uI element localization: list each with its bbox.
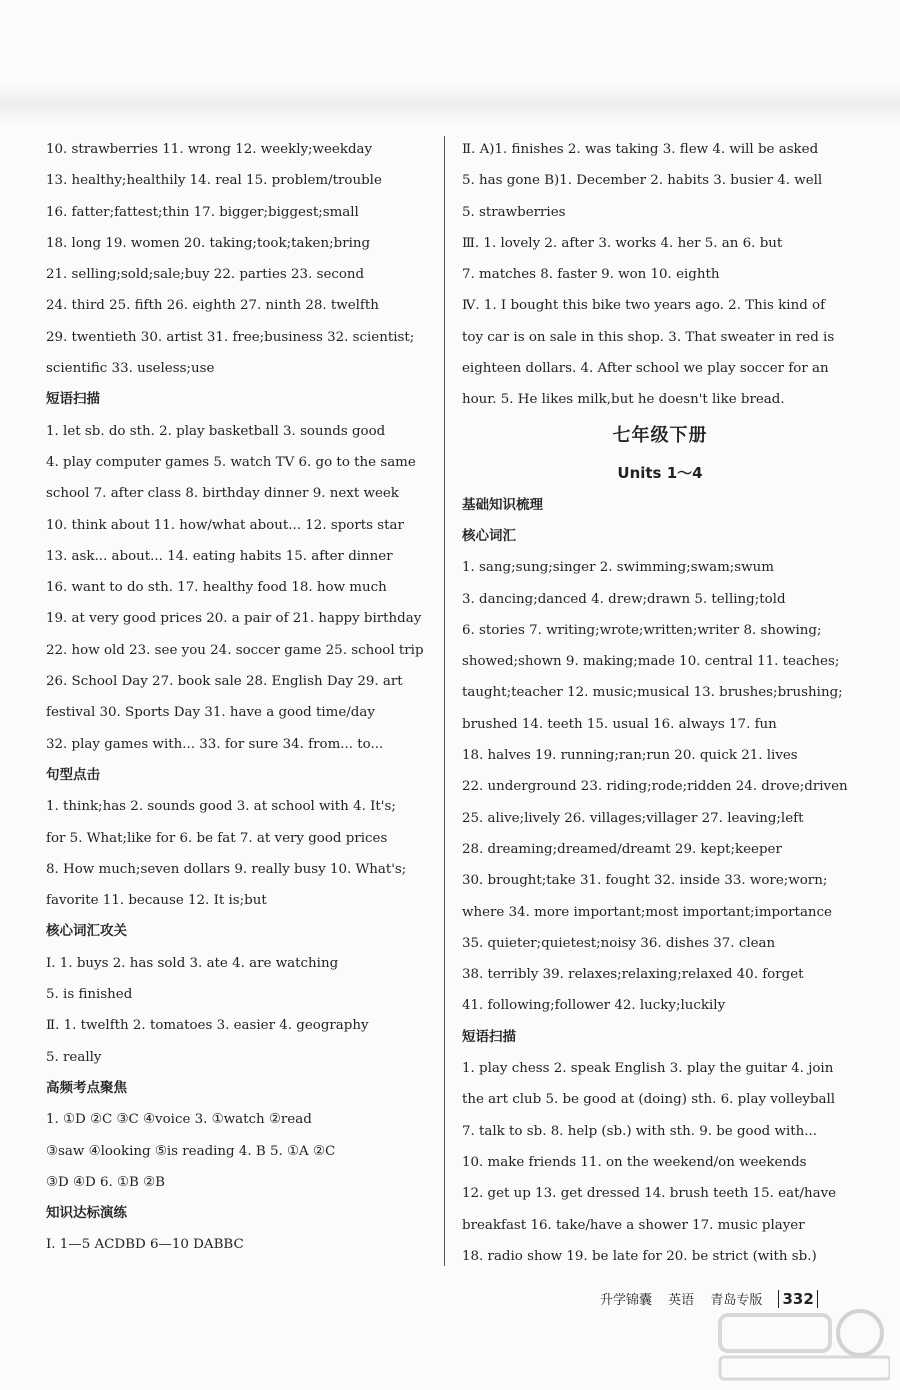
left-answer-line: Ⅰ. 1—5 ACDBD 6—10 DABBC <box>46 1237 244 1253</box>
right-top-answer-line: Ⅳ. 1. I bought this bike two years ago. 2. This kind of <box>462 298 826 314</box>
right-bottom-answer-line: 7. talk to sb. 8. help (sb.) with sth. 9. be good with... <box>462 1123 818 1139</box>
left-section-heading: 句型点击 <box>46 766 100 783</box>
right-bottom-answer-line: 35. quieter;quietest;noisy 36. dishes 37. clean <box>462 935 776 951</box>
left-answer-line: 19. at very good prices 20. a pair of 21. happy birthday <box>46 611 422 627</box>
left-answer-line: 26. School Day 27. book sale 28. English Day 29. art <box>46 674 403 690</box>
left-column <box>46 134 436 1261</box>
section-title: 七年级下册 <box>612 424 708 446</box>
right-bottom-answer-line: 1. sang;sung;singer 2. swimming;swam;swum <box>462 560 774 576</box>
left-section-heading: 核心词汇攻关 <box>46 923 127 940</box>
right-bottom-answer-line: 10. make friends 11. on the weekend/on weekends <box>462 1154 807 1170</box>
right-top-answer-line: toy car is on sale in this shop. 3. That sweater in red is <box>462 329 835 345</box>
right-bottom-answer-line: the art club 5. be good at (doing) sth. 6. play volleyball <box>462 1092 836 1108</box>
left-answer-line: 10. think about 11. how/what about... 12. sports star <box>46 517 404 533</box>
right-top-answer-line: 5. strawberries <box>462 204 566 220</box>
right-bottom-answer-line: breakfast 16. take/have a shower 17. music player <box>462 1217 805 1233</box>
left-answer-line: 5. really <box>46 1049 102 1065</box>
right-top-answer-line: 7. matches 8. faster 9. won 10. eighth <box>462 267 720 283</box>
right-bottom-answer-line: 6. stories 7. writing;wrote;written;writer 8. showing; <box>462 622 822 638</box>
right-top-answer-line: Ⅱ. A)1. finishes 2. was taking 3. flew 4. will be asked <box>462 142 819 157</box>
units-title: Units 1～4 <box>617 463 703 482</box>
left-answer-line: 4. play computer games 5. watch TV 6. go to the same <box>46 454 416 470</box>
right-bottom-answer-line: brushed 14. teeth 15. usual 16. always 17. fun <box>462 716 777 732</box>
left-answer-line: 29. twentieth 30. artist 31. free;business 32. scientist; <box>46 329 415 345</box>
left-answer-line: 5. is finished <box>46 987 133 1003</box>
left-answer-line: 16. want to do sth. 17. healthy food 18. how much <box>46 580 387 596</box>
right-bottom-answer-line: 18. radio show 19. be late for 20. be strict (with sb.) <box>462 1248 817 1264</box>
right-bottom-section-heading: 短语扫描 <box>462 1028 516 1045</box>
left-section-heading: 知识达标演练 <box>46 1205 127 1222</box>
left-answer-line: 13. healthy;healthily 14. real 15. problem/trouble <box>46 173 382 189</box>
right-top-answer-line: 5. has gone B)1. December 2. habits 3. busier 4. well <box>462 173 823 189</box>
column-divider <box>444 136 445 1266</box>
right-bottom-answer-line: 28. dreaming;dreamed/dreamt 29. kept;keeper <box>462 841 782 857</box>
left-answer-line: 1. let sb. do sth. 2. play basketball 3. sounds good <box>46 423 386 439</box>
subject-name: 英语 <box>668 1293 695 1308</box>
right-top-answer-line: eighteen dollars. 4. After school we play soccer for an <box>462 361 829 377</box>
right-column <box>462 134 858 1272</box>
left-answer-line: scientific 33. useless;use <box>46 361 215 377</box>
left-answer-line: 24. third 25. fifth 26. eighth 27. ninth 28. twelfth <box>46 298 379 314</box>
left-answer-line: 21. selling;sold;sale;buy 22. parties 23. second <box>46 267 365 283</box>
right-bottom-answer-line: where 34. more important;most important;importance <box>462 904 832 920</box>
left-answer-line: ③D ④D 6. ①B ②B <box>46 1174 165 1190</box>
left-answer-line: 1. think;has 2. sounds good 3. at school with 4. It's; <box>46 799 396 815</box>
watermark-logo <box>700 1305 890 1385</box>
right-bottom-section-heading: 基础知识梳理 <box>462 496 543 513</box>
right-bottom-answer-line: 30. brought;take 31. fought 32. inside 33. wore;worn; <box>462 873 828 889</box>
right-bottom-answer-line: 25. alive;lively 26. villages;villager 27. leaving;left <box>462 810 804 826</box>
right-bottom-answer-line: 38. terribly 39. relaxes;relaxing;relaxed 40. forget <box>462 967 804 983</box>
right-top-answers <box>462 134 858 416</box>
left-answer-line: 32. play games with... 33. for sure 34. from... to... <box>46 736 384 752</box>
right-bottom-answer-line: 18. halves 19. running;ran;run 20. quick 21. lives <box>462 748 798 764</box>
right-bottom-answer-line: 41. following;follower 42. lucky;luckily <box>462 998 726 1014</box>
left-answer-line: for 5. What;like for 6. be fat 7. at very good prices <box>46 830 388 846</box>
left-answer-line: 10. strawberries 11. wrong 12. weekly;weekday <box>46 142 373 157</box>
right-bottom-answer-line: taught;teacher 12. music;musical 13. brushes;brushing; <box>462 685 843 701</box>
left-answer-line: 13. ask... about... 14. eating habits 15. after dinner <box>46 548 393 564</box>
edition-name: 青岛专版 <box>710 1293 763 1308</box>
left-section-heading: 高频考点聚焦 <box>46 1079 127 1096</box>
right-bottom-answer-line: 12. get up 13. get dressed 14. brush teeth 15. eat/have <box>462 1186 837 1202</box>
right-bottom-answer-line: showed;shown 9. making;made 10. central 11. teaches; <box>462 654 840 670</box>
left-answer-line: festival 30. Sports Day 31. have a good time/day <box>46 705 375 721</box>
right-bottom-answer-line: 3. dancing;danced 4. drew;drawn 5. telling;told <box>462 591 786 607</box>
left-answer-line: 22. how old 23. see you 24. soccer game 25. school trip <box>46 642 424 658</box>
left-answer-line: 8. How much;seven dollars 9. really busy 10. What's; <box>46 861 407 877</box>
left-answer-line: Ⅱ. 1. twelfth 2. tomatoes 3. easier 4. geography <box>46 1018 369 1034</box>
left-answer-line: 1. ①D ②C ③C ④voice 3. ①watch ②read <box>46 1112 312 1128</box>
right-top-answer-line: Ⅲ. 1. lovely 2. after 3. works 4. her 5. an 6. but <box>462 235 783 251</box>
left-section-heading: 短语扫描 <box>46 391 100 408</box>
right-bottom-answers <box>462 490 858 1272</box>
page-number: 332 <box>778 1290 817 1308</box>
left-answer-line: Ⅰ. 1. buys 2. has sold 3. ate 4. are watching <box>46 955 339 971</box>
scan-header-band <box>0 84 900 124</box>
left-answer-line: favorite 11. because 12. It is;but <box>46 893 267 909</box>
left-answer-line: 18. long 19. women 20. taking;took;taken;bring <box>46 235 371 251</box>
right-bottom-section-heading: 核心词汇 <box>462 527 516 544</box>
right-top-answer-line: hour. 5. He likes milk,but he doesn't like bread. <box>462 392 785 408</box>
right-bottom-answer-line: 22. underground 23. riding;rode;ridden 24. drove;driven <box>462 779 848 795</box>
left-answer-line: 16. fatter;fattest;thin 17. bigger;biggest;small <box>46 204 359 220</box>
right-bottom-answer-line: 1. play chess 2. speak English 3. play the guitar 4. join <box>462 1061 834 1077</box>
left-answer-line: school 7. after class 8. birthday dinner 9. next week <box>46 486 399 502</box>
book-name: 升学锦囊 <box>600 1293 653 1308</box>
left-answer-line: ③saw ④looking ⑤is reading 4. B 5. ①A ②C <box>46 1143 336 1159</box>
